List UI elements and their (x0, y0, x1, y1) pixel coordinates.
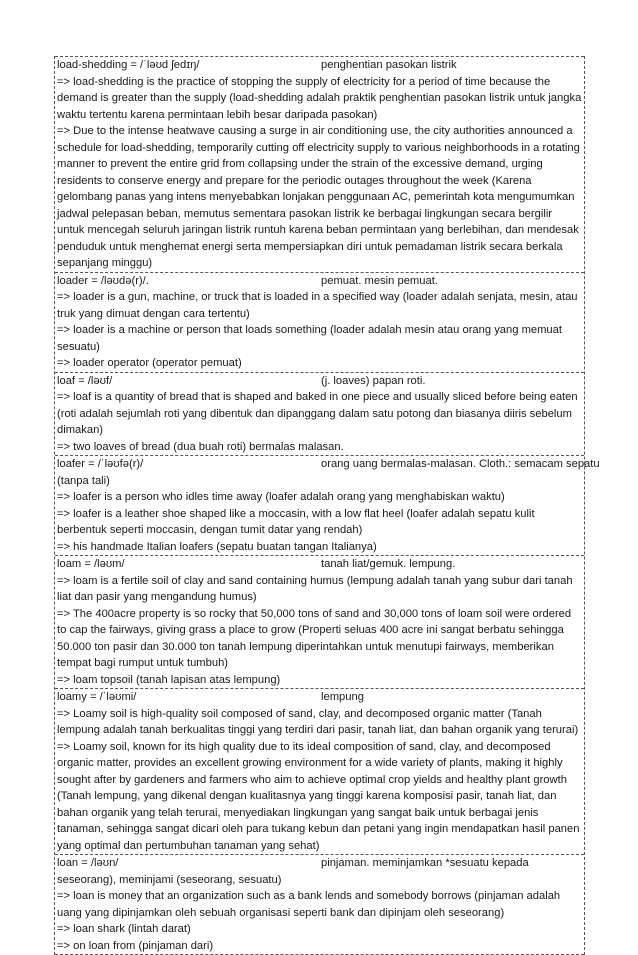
entry-definition-line: => Loamy soil, known for its high quality due to its ideal composition of sand, clay, and decomposed organic matter, provides an excellent growing environment for a wide variety of plants, making it highly sought after by gardeners and farmers who aim to achieve optimal crop yields and healthy plant growth (Tanah lempung, yang dikenal dengan kualitasnya yang tinggi karena komposisi pasir, tanah liat, dan bahan organik yang telah terurai, menyediakan lingkungan yang sangat baik untuk berbagai jenis tanaman, sehingga sangat dicari oleh para tukang kebun dan petani yang ingin mendapatkan hasil panen yang optimal dan pertumbuhan tanaman yang sehat) (57, 740, 580, 852)
entry-definition-line: => loan shark (lintah darat) (57, 923, 191, 935)
entry-definition-line: => Loamy soil is high-quality soil composed of sand, clay, and decomposed organic matter (Tanah lempung adalah tanah berkualitas tinggi yang terdiri dari pasir, tanah liat, dan bahan organik yang terurai) (57, 707, 579, 736)
entry-header (57, 273, 582, 290)
entry-definition-line: => loafer is a person who idles time away (loafer adalah orang yang menghabiskan waktu) (57, 491, 505, 503)
entry-definition-line: => on loan from (pinjaman dari) (57, 939, 214, 952)
entry-headword: loamy = /ˈləʊmi/ (57, 691, 137, 703)
entry-header (57, 456, 600, 473)
entry-definition-line: => loader is a machine or person that loads something (loader adalah mesin atau orang yang memuat sesuatu) (57, 324, 562, 353)
entry-definition-line: => loam is a fertile soil of clay and sand containing humus (lempung adalah tanah yang subur dari tanah liat dan pasir yang mengandung humus) (57, 574, 573, 603)
entry-definition-line: => loader is a gun, machine, or truck that is loaded in a specified way (loader adalah senjata, mesin, atau truk yang dimuat dengan cara tertentu) (57, 291, 578, 320)
entry-headword: load-shedding = /ˈləʊd ʃedɪŋ/ (57, 59, 200, 71)
dictionary-entry (55, 854, 584, 955)
entry-headword: loan = /ləʊn/ (57, 857, 119, 869)
entry-header (57, 855, 582, 872)
dictionary-entry (55, 555, 584, 688)
entry-definition-line: => load-shedding is the practice of stopping the supply of electricity for a period of time because the demand is greater than the supply (load-shedding adalah praktik penghentian pasokan listrik untuk jangka waktu tertentu karena permintaan lebih besar daripada pasokan) (57, 75, 582, 121)
entry-definition-line: => his handmade Italian loafers (sepatu buatan tangan Italianya) (57, 540, 377, 553)
entry-definition-line: => two loaves of bread (dua buah roti) bermalas malasan. (57, 440, 344, 453)
entry-definition-line: => Due to the intense heatwave causing a surge in air conditioning use, the city authorities announced a schedule for load-shedding, temporarily cutting off electricity supply to various neighborhoods in a rotating manner to prevent the entire grid from collapsing under the strain of the excessive demand, urging residents to conserve energy and prepare for the periodic outages throughout the week (Karena gelombang panas yang intens menyebabkan lonjakan penggunaan AC, pemerintah kota mengumumkan jadwal pelepasan beban, memutus sementara pasokan listrik ke berbagai lingkungan secara bergilir untuk mencegah seluruh jaringan listrik runtuh karena beban permintaan yang berlebihan, dan mendesak penduduk untuk menghemat energi serta mempersiapkan diri untuk pemadaman listrik secara berkala sepanjang minggu) (57, 125, 580, 269)
entry-header (57, 57, 582, 74)
entry-meaning: tanah liat/gemuk. lempung. (321, 558, 456, 570)
dictionary-document (54, 56, 600, 955)
entry-header (57, 373, 582, 390)
entry-meaning: pemuat. mesin pemuat. (321, 274, 438, 287)
entry-definition-line: => The 400acre property is so rocky that 50,000 tons of sand and 30,000 tons of loam soil were ordered to cap the fairways, giving grass a place to grow (Properti seluas 400 acre ini sangat berbatu sehingga 50.000 ton pasir dan 30.000 ton tanah lempung diperintahkan untuk menutupi fairways, memberikan tempat bagi rumput untuk tumbuh) (57, 607, 572, 669)
entry-headword: loaf = /ləʊf/ (57, 374, 113, 387)
entry-definition-line: => loader operator (operator pemuat) (57, 357, 242, 369)
entry-definition-line: (tanpa tali) (57, 474, 110, 487)
entry-header (57, 689, 582, 706)
entry-meaning: lempung (321, 691, 364, 703)
entry-headword: loader = /ləʊdə(r)/. (57, 274, 149, 287)
entry-headword: loam = /ləʊm/ (57, 558, 125, 570)
entry-header (57, 556, 582, 573)
dictionary-entry (55, 688, 584, 854)
entry-definition-line: seseorang), meminjami (seseorang, sesuatu) (57, 873, 282, 886)
entry-meaning: orang uang bermalas-malasan. Cloth.: semacam sepatu (321, 458, 600, 470)
dictionary-entry (55, 372, 584, 456)
entry-definition-line: => loaf is a quantity of bread that is shaped and baked in one piece and usually sliced before being eaten (roti adalah sejumlah roti yang dibentuk dan dipanggang dalam satu potong dan biasanya diiris sebelum dimakan) (57, 391, 578, 436)
entry-meaning: penghentian pasokan listrik (321, 59, 457, 71)
entry-definition-line: => loafer is a leather shoe shaped like a moccasin, with a low flat heel (loafer adalah sepatu kulit berbentuk seperti moccasin, dengan tumit datar yang rendah) (57, 507, 535, 536)
entry-definition-line: => loam topsoil (tanah lapisan atas lempung) (57, 673, 281, 686)
entry-meaning: (j. loaves) papan roti. (321, 374, 426, 387)
entry-meaning: pinjaman. meminjamkan *sesuatu kepada (321, 857, 529, 869)
dictionary-entry (55, 272, 584, 372)
dictionary-entry (55, 56, 584, 272)
entry-definition-line: => loan is money that an organization such as a bank lends and somebody borrows (pinjaman adalah uang yang dipinjamkan oleh sebuah organisasi seperti bank dan dipinjam oleh seseorang) (57, 890, 561, 919)
entry-headword: loafer = /ˈləʊfə(r)/ (57, 458, 144, 470)
dictionary-entry (55, 455, 600, 555)
